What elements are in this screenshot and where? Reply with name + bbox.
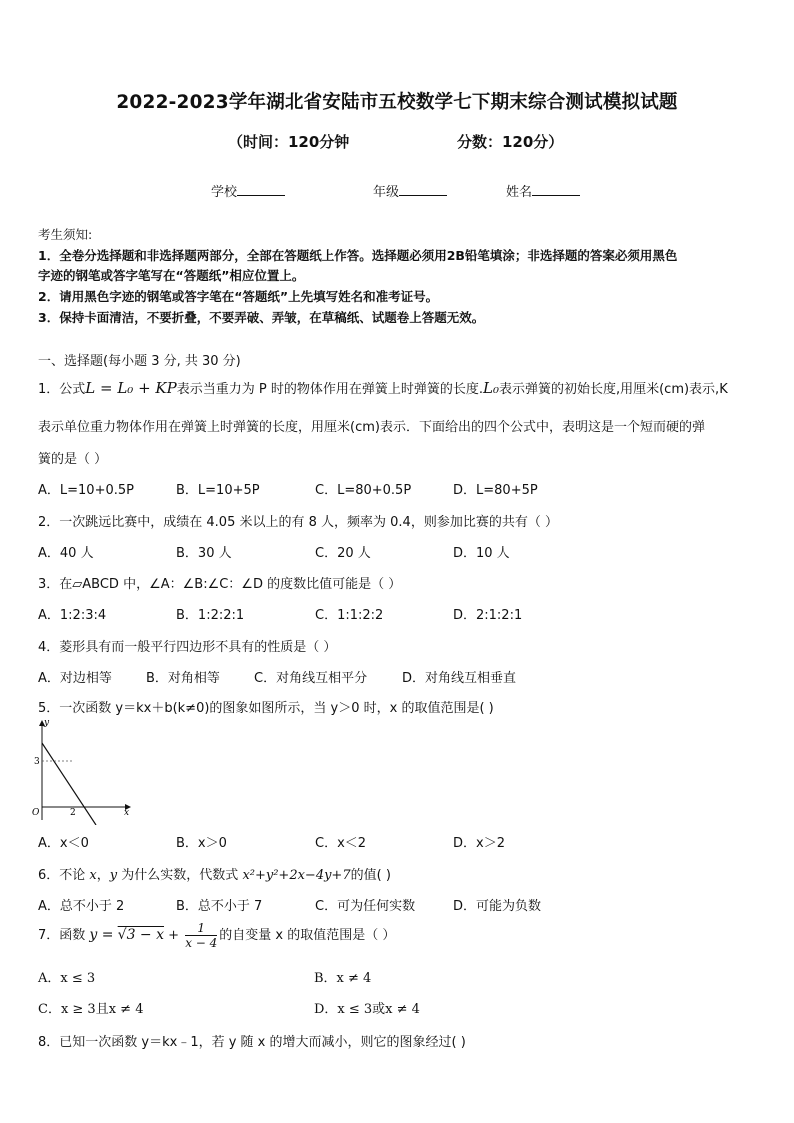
question-3: 3．在▱ABCD 中，∠A：∠B:∠C：∠D 的度数比值可能是（ ）: [38, 577, 402, 592]
question-1: [38, 378, 728, 397]
q7-option-d[interactable]: D．x ≤ 3或x ≠ 4: [314, 1002, 420, 1017]
notice-item-3: 3．保持卡面清洁，不要折叠，不要弄破、弄皱，在草稿纸、试题卷上答题无效。: [38, 310, 485, 325]
question-5: 5．一次函数 y＝kx＋b(k≠0)的图象如图所示，当 y＞0 时，x 的取值范围是( ): [38, 701, 494, 716]
q7-option-a[interactable]: A．x ≤ 3: [38, 971, 96, 986]
x-axis-label: x: [124, 808, 130, 818]
q4-option-c[interactable]: C．对角线互相平分: [254, 671, 368, 686]
q7-y-eq: y =: [89, 927, 114, 943]
grade-label: 年级: [373, 185, 400, 200]
q7-numerator: 1: [185, 921, 217, 936]
q7-sqrt: √3 − x: [117, 927, 165, 943]
page-title: 2022-2023学年湖北省安陆市五校数学七下期末综合测试模拟试题: [116, 92, 678, 113]
function-line: [42, 743, 96, 825]
q7-plus: +: [168, 928, 180, 943]
q6-expression: x²+y²+2x−4y+7: [242, 868, 351, 883]
q5-option-d[interactable]: D．x＞2: [453, 836, 505, 851]
q6-mid: 为什么实数，代数式: [121, 868, 239, 883]
q6-option-b[interactable]: B．总不小于 7: [176, 899, 263, 914]
q6-post: 的值( ): [350, 868, 391, 883]
school-blank: [237, 183, 285, 196]
x-tick-label: 2: [70, 808, 76, 818]
q1-mid: 表示当重力为 P 时的物体作用在弹簧上时弹簧的长度.: [176, 382, 483, 397]
notice-heading: 考生须知:: [38, 227, 93, 242]
origin-label: O: [32, 808, 40, 818]
q6-pre: 6．不论: [38, 868, 86, 883]
score-label: 分数：120分）: [457, 133, 564, 151]
q7-post: 的自变量 x 的取值范围是（ ）: [219, 928, 396, 943]
notice-item-2: 2．请用黑色字迹的钢笔或答字笔在“答题纸”上先填写姓名和准考证号。: [38, 289, 439, 304]
q6-comma: ，: [96, 868, 110, 883]
notice-item-1-cont: 字迹的钢笔或答字笔写在“答题纸”相应位置上。: [38, 268, 305, 283]
q2-option-d[interactable]: D．10 人: [453, 546, 510, 561]
question-2: 2．一次跳远比赛中，成绩在 4.05 米以上的有 8 人，频率为 0.4，则参加比赛的共有（ ）: [38, 515, 558, 530]
q4-option-d[interactable]: D．对角线互相垂直: [402, 671, 517, 686]
q5-graph: [30, 715, 140, 825]
q1-post: 表示弹簧的初始长度,用厘米(cm)表示,K: [498, 382, 728, 397]
q3-option-a[interactable]: A．1:2:3:4: [38, 608, 107, 623]
school-field: [211, 181, 285, 200]
q6-option-d[interactable]: D．可能为负数: [453, 899, 542, 914]
q2-option-c[interactable]: C．20 人: [315, 546, 371, 561]
q5-option-c[interactable]: C．x＜2: [315, 836, 367, 851]
q1-option-d[interactable]: D．L=80+5P: [453, 483, 538, 498]
q5-option-a[interactable]: A．x＜0: [38, 836, 89, 851]
school-label: 学校: [211, 185, 238, 200]
name-label: 姓名: [506, 185, 533, 200]
question-7: [38, 921, 395, 950]
grade-field: [373, 181, 447, 200]
q4-option-b[interactable]: B．对角相等: [146, 671, 220, 686]
q7-option-b[interactable]: B．x ≠ 4: [314, 971, 372, 986]
time-label: （时间：120分钟: [228, 133, 350, 151]
q3-option-c[interactable]: C．1:1:2:2: [315, 608, 384, 623]
q3-option-b[interactable]: B．1:2:2:1: [176, 608, 245, 623]
q1-pre: 1．公式: [38, 382, 86, 397]
q1-l0: L₀: [482, 379, 499, 397]
q6-option-c[interactable]: C．可为任何实数: [315, 899, 416, 914]
q7-fraction: [185, 921, 217, 950]
q6-var-x: x: [89, 868, 97, 883]
q1-formula: L = L₀ + KP: [85, 379, 177, 397]
question-8: 8．已知一次函数 y＝kx﹣1，若 y 随 x 的增大而减小，则它的图象经过( ): [38, 1035, 466, 1050]
name-field: [506, 181, 580, 200]
grade-blank: [399, 183, 447, 196]
q1-option-a[interactable]: A．L=10+0.5P: [38, 483, 134, 498]
q7-denominator: x − 4: [185, 936, 218, 950]
question-1-line-2: 表示单位重力物体作用在弹簧上时弹簧的长度，用厘米(cm)表示．下面给出的四个公式中，表明这是一个短而硬的弹: [38, 420, 705, 435]
q2-option-b[interactable]: B．30 人: [176, 546, 232, 561]
q2-option-a[interactable]: A．40 人: [38, 546, 94, 561]
question-4: 4．菱形具有而一般平行四边形不具有的性质是（ ）: [38, 640, 337, 655]
q5-option-b[interactable]: B．x＞0: [176, 836, 227, 851]
notice-item-1: 1．全卷分选择题和非选择题两部分，全部在答题纸上作答。选择题必须用2B铅笔填涂；非选择题的答案必须用黑色: [38, 248, 678, 263]
q6-var-y: y: [109, 868, 118, 883]
question-1-line-3: 簧的是（ ）: [38, 452, 108, 467]
q3-option-d[interactable]: D．2:1:2:1: [453, 608, 523, 623]
q4-option-a[interactable]: A．对边相等: [38, 671, 112, 686]
q7-pre: 7．函数: [38, 928, 86, 943]
y-tick-label: 3: [34, 757, 40, 767]
q1-option-c[interactable]: C．L=80+0.5P: [315, 483, 412, 498]
y-axis-label: y: [44, 718, 50, 728]
name-blank: [532, 183, 580, 196]
q6-option-a[interactable]: A．总不小于 2: [38, 899, 125, 914]
q1-option-b[interactable]: B．L=10+5P: [176, 483, 260, 498]
q7-option-c[interactable]: C．x ≥ 3且x ≠ 4: [38, 1002, 144, 1017]
question-6: [38, 864, 391, 883]
section-heading: 一、选择题(每小题 3 分, 共 30 分): [38, 354, 241, 369]
